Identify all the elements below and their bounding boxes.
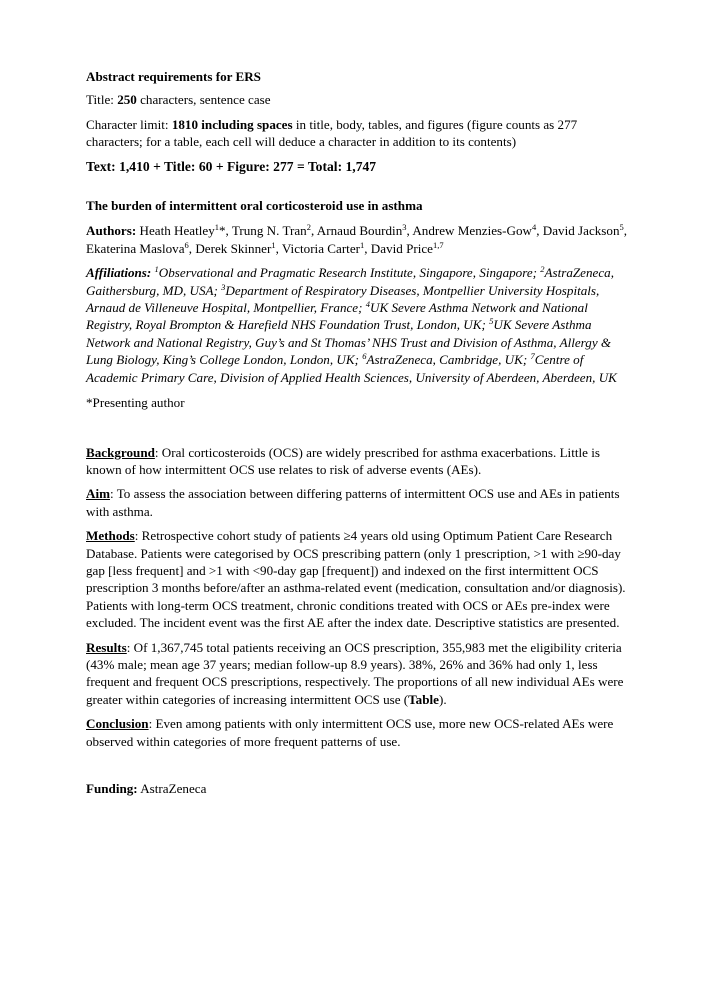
methods-text: : Retrospective cohort study of patients ≥4 years old using Optimum Patient Care Research Database. Patients were categorised by OCS prescribing pattern (only 1 prescription, >1 with ≥90-day gap [less frequent] and >1 with <90-day gap [frequent]) and indexed on the first intermittent OCS prescription 3 months before/after an asthma-related event (medication, consultation and/or diagnosis). Patients with long-term OCS treatment, chronic conditions treated with OCS or AEs pre-index were excluded. The incident event was the first AE after the index date. Descriptive statistics are presented. [86, 528, 626, 631]
results-label: Results [86, 639, 127, 655]
author-name: David Price [370, 240, 433, 256]
funding-line [86, 780, 634, 797]
background-section [86, 444, 634, 479]
author-affiliation-number: 1,7 [432, 239, 444, 250]
background-label: Background [86, 444, 155, 460]
author-affiliation-number: 1 [360, 239, 365, 250]
title-requirement [86, 91, 634, 108]
author-name: Derek Skinner [195, 240, 272, 256]
methods-section [86, 527, 634, 631]
limit-rest: in title, body, tables, and figures (figure counts as 277 characters; for a table, each cell will deduce a character in addition to its contents) [86, 116, 578, 150]
authors-list [86, 223, 627, 255]
author-separator: , [364, 240, 371, 256]
author-affiliation-number: 5 [619, 222, 624, 233]
aim-label: Aim [86, 486, 111, 502]
affiliations-block [86, 264, 634, 386]
author-affiliation-number: 6 [184, 239, 189, 250]
limit-count: 1810 including spaces [171, 116, 293, 132]
aim-text: : To assess the association between differing patterns of intermittent OCS use and AEs in patients with asthma. [86, 486, 620, 519]
affiliation-number: 5 [489, 316, 494, 327]
author-name: Heath Heatley [139, 223, 215, 239]
requirements-heading: Abstract requirements for ERS [86, 69, 261, 84]
author-affiliation-number: 1 [214, 222, 219, 233]
affiliation-text: Department of Respiratory Diseases, Montpellier University Hospitals, Arnaud de Villeneuve Hospital, Montpellier, France; [86, 282, 600, 316]
affiliations-list [86, 265, 617, 384]
presenting-author-note: *Presenting author [86, 395, 185, 411]
affiliation-number: 3 [221, 281, 226, 292]
author-name: Trung N. Tran [231, 223, 307, 239]
author-affiliation-number: 3 [402, 222, 407, 233]
author-name: Ekaterina Maslova [86, 240, 185, 256]
funding-text: AstraZeneca [137, 781, 207, 796]
abstract-title: The burden of intermittent oral corticosteroid use in asthma [86, 198, 423, 214]
author-separator: , [406, 223, 413, 239]
methods-label: Methods [86, 528, 135, 544]
title-req-count: 250 [117, 92, 137, 108]
authors-label: Authors: [86, 223, 137, 239]
title-req-rest: characters, sentence case [136, 92, 271, 108]
affiliations-label: Affiliations: [86, 265, 152, 281]
author-separator: , [623, 223, 628, 239]
author-separator: *, [219, 223, 232, 239]
author-separator: , [536, 223, 543, 239]
author-separator: , [310, 223, 317, 239]
author-name: Arnaud Bourdin [316, 223, 403, 239]
author-name: David Jackson [542, 223, 620, 239]
affiliation-text: UK Severe Asthma Network and National Registry, Royal Brompton & Harefield NHS Foundation Trust, London, UK; [86, 300, 588, 333]
conclusion-text: : Even among patients with only intermittent OCS use, more new OCS-related AEs were observed within categories of more frequent patterns of use. [86, 716, 614, 749]
authors-line [86, 222, 634, 257]
author-separator: , [275, 240, 282, 256]
author-affiliation-number: 2 [306, 222, 311, 233]
affiliation-text: Centre of Academic Primary Care, Division of Applied Health Sciences, University of Aberdeen, Aberdeen, UK [86, 352, 617, 385]
affiliation-number: 4 [365, 299, 370, 310]
author-affiliation-number: 4 [531, 222, 537, 233]
results-end: ). [438, 691, 447, 707]
affiliation-text: Observational and Pragmatic Research Institute, Singapore, Singapore; [158, 265, 541, 281]
character-total: Text: 1,410 + Title: 60 + Figure: 277 = Total: 1,747 [86, 158, 377, 174]
aim-section [86, 485, 634, 520]
background-text: : Oral corticosteroids (OCS) are widely prescribed for asthma exacerbations. Little is known of how intermittent OCS use relates to risk of adverse events (AEs). [86, 444, 600, 477]
conclusion-section [86, 715, 634, 750]
affiliation-number: 6 [362, 351, 367, 362]
affiliation-text: UK Severe Asthma Network and National Registry, Guy’s and St Thomas’ NHS Trust and Division of Asthma, Allergy & Lung Biology, King’s College London, London, UK; [86, 317, 612, 368]
affiliation-text: AstraZeneca, Cambridge, UK; [366, 352, 531, 368]
affiliation-number: 1 [154, 264, 159, 275]
affiliation-text: AstraZeneca, Gaithersburg, MD, USA; [86, 265, 614, 298]
author-name: Victoria Carter [281, 240, 360, 256]
author-affiliation-number: 1 [271, 239, 276, 250]
character-limit-requirement [86, 116, 634, 151]
abstract-page [86, 68, 634, 804]
author-name: Andrew Menzies-Gow [412, 223, 532, 239]
author-separator: , [188, 240, 196, 256]
funding-label: Funding: [86, 781, 138, 796]
affiliation-number: 2 [540, 264, 545, 275]
results-table-ref: Table [408, 691, 439, 707]
results-text: : Of 1,367,745 total patients receiving an OCS prescription, 355,983 met the eligibility criteria (43% male; mean age 37 years; median follow-up 8.9 years). 38%, 26% and 36% had only 1, less frequent and frequent OCS prescriptions, respectively. The proportions of all new individual AEs were greater within categories of increasing intermittent OCS use ( [86, 639, 624, 707]
limit-prefix: Character limit: [86, 116, 172, 132]
affiliation-number: 7 [530, 351, 535, 362]
conclusion-label: Conclusion [86, 716, 149, 732]
title-req-prefix: Title: [86, 92, 118, 108]
results-section [86, 639, 634, 709]
